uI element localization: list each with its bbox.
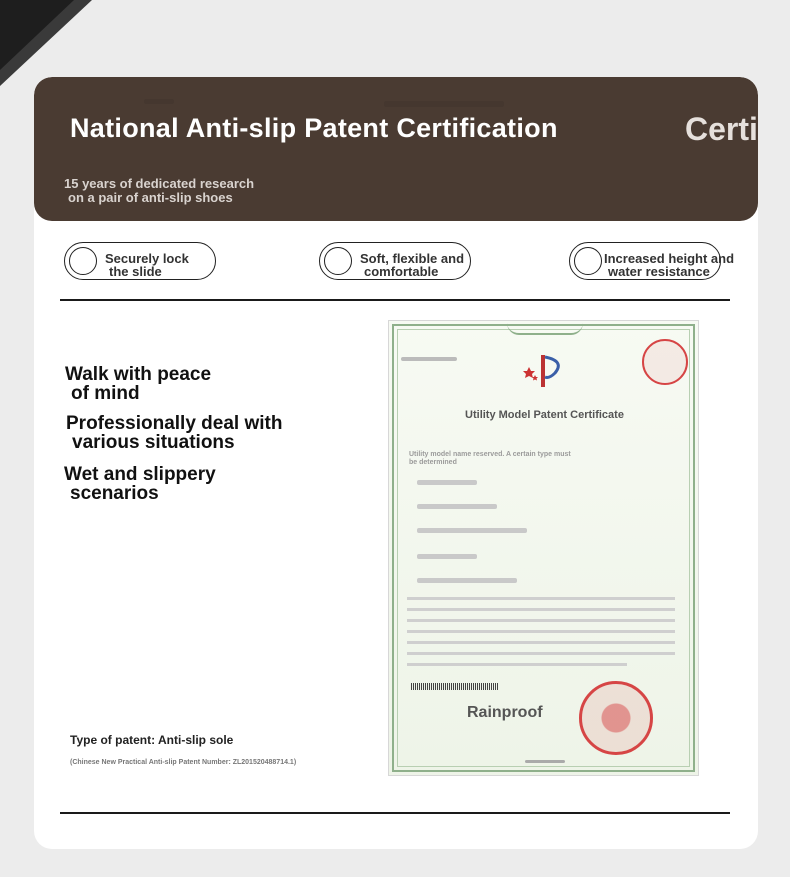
certificate-text-line [407, 619, 675, 622]
feature-line1: Increased height and [604, 251, 735, 266]
claim-line2: of mind [71, 383, 140, 404]
divider-top [60, 299, 730, 301]
feature-pill-soft [319, 242, 471, 280]
certificate-text-line [407, 608, 675, 611]
certificate-title: Utility Model Patent Certificate [465, 409, 624, 421]
certificate-field [409, 479, 477, 486]
certificate-text-line [407, 652, 675, 655]
feature-line2: the slide [109, 264, 162, 279]
certificate-page-footer [389, 759, 700, 765]
certificate-field [409, 577, 517, 584]
banner-subtitle-line1: 15 years of dedicated research [64, 176, 255, 191]
claim-line2: scenarios [70, 483, 159, 504]
feature-pill-water [569, 242, 735, 280]
banner-subtitle-line2: on a pair of anti-slip shoes [68, 190, 233, 205]
feature-line2: water resistance [608, 264, 710, 279]
feature-pill-lock [64, 242, 216, 280]
certificate-text-line [407, 630, 675, 633]
certificate-barcode [411, 683, 499, 690]
certificate-text-line [407, 641, 675, 644]
claim-line1: Wet and slippery [64, 464, 216, 485]
certificate-model-name: Utility model name reserved. A certain type must be determined [409, 451, 571, 466]
claim-line1: Professionally deal with [66, 413, 283, 434]
header-banner [34, 77, 758, 221]
feature-text [604, 252, 758, 278]
claim-wet-slippery [64, 465, 216, 503]
feature-text [360, 252, 560, 278]
claim-line1: Walk with peace [65, 364, 212, 385]
banner-ghost-title: Certi [685, 111, 758, 147]
claim-peace-of-mind [65, 365, 211, 403]
certificate-stamp-text: Rainproof [467, 704, 543, 721]
claim-situations [66, 414, 282, 452]
patent-office-logo [521, 351, 569, 393]
banner-subtitle [64, 177, 324, 205]
certificate-field [409, 503, 497, 510]
banner-title: National Anti-slip Patent Certification [70, 113, 558, 143]
certificate-text-line [407, 663, 627, 666]
certificate-number [401, 357, 457, 363]
feature-text [105, 252, 305, 278]
feature-line1: Soft, flexible and [360, 251, 465, 266]
feature-line2: comfortable [364, 264, 439, 279]
certificate-field [409, 553, 477, 560]
circle-icon [324, 247, 352, 275]
circle-icon [574, 247, 602, 275]
official-seal-stamp [579, 681, 653, 755]
patent-type: Type of patent: Anti-slip sole [70, 733, 234, 747]
corner-triangle-inner [0, 0, 74, 70]
content-card [34, 77, 758, 849]
certificate-text-line [407, 597, 675, 600]
patent-certificate-image [388, 320, 699, 776]
patent-number: (Chinese New Practical Anti-slip Patent Number: ZL201520488714.1) [70, 759, 297, 766]
circle-icon [69, 247, 97, 275]
banner-texture [144, 99, 174, 104]
certificate-field [409, 527, 527, 534]
claim-line2: various situations [72, 432, 235, 453]
feature-line1: Securely lock [105, 251, 189, 266]
certificate-ornament [507, 323, 583, 335]
banner-texture [384, 101, 504, 107]
divider-bottom [60, 812, 730, 814]
small-seal-stamp [642, 339, 688, 385]
